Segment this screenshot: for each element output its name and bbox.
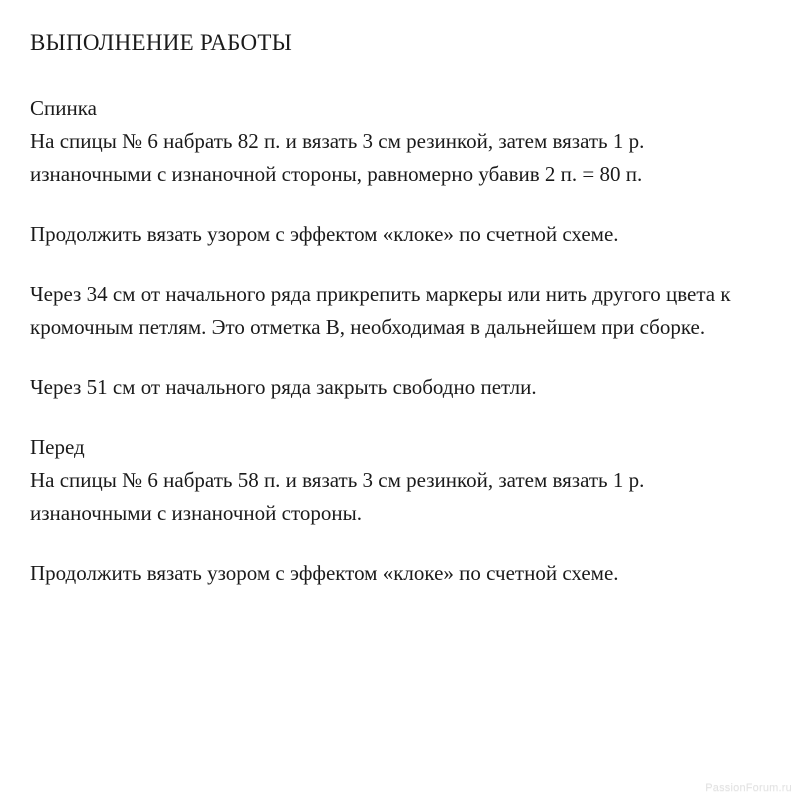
- section-paragraph: Продолжить вязать узором с эффектом «клоке» по счетной схеме.: [30, 222, 619, 246]
- section-bindoff-51cm: [30, 371, 770, 404]
- page-title: ВЫПОЛНЕНИЕ РАБОТЫ: [30, 30, 293, 55]
- section-paragraph: Через 51 см от начального ряда закрыть свободно петли.: [30, 375, 537, 399]
- section-spinka: [30, 92, 770, 191]
- watermark: PassionForum.ru: [705, 782, 792, 794]
- section-pered: [30, 431, 770, 530]
- section-subheading: Спинка: [30, 96, 97, 120]
- section-marker-34cm: [30, 278, 770, 344]
- section-paragraph: На спицы № 6 набрать 82 п. и вязать 3 см резинкой, затем вязать 1 р. изнаночными с изнаночной стороны, равномерно убавив 2 п. = 80 п.: [30, 129, 645, 186]
- section-subheading: Перед: [30, 435, 85, 459]
- section-paragraph: На спицы № 6 набрать 58 п. и вязать 3 см резинкой, затем вязать 1 р. изнаночными с изнаночной стороны.: [30, 468, 645, 525]
- section-pattern-note-1: [30, 218, 770, 251]
- section-pattern-note-2: [30, 557, 770, 590]
- section-paragraph: Через 34 см от начального ряда прикрепить маркеры или нить другого цвета к кромочным петлям. Это отметка В, необходимая в дальнейшем при сборке.: [30, 282, 731, 339]
- section-paragraph: Продолжить вязать узором с эффектом «клоке» по счетной схеме.: [30, 561, 619, 585]
